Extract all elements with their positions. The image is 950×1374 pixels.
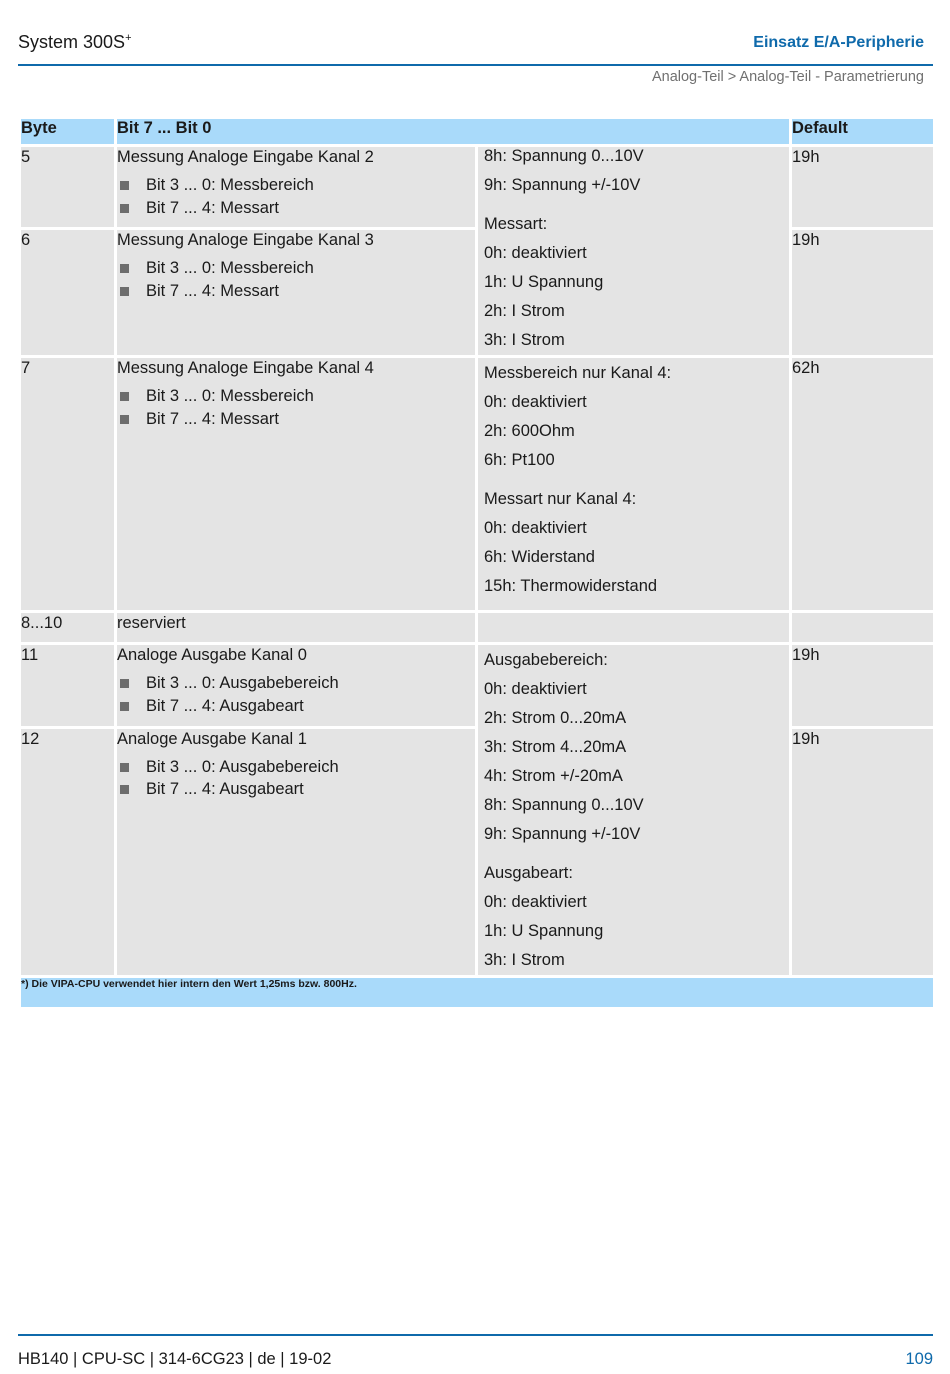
footnote-row — [20, 977, 935, 1009]
list-item — [117, 756, 475, 779]
square-bullet-icon — [120, 181, 129, 190]
value-heading: Ausgabeart: — [484, 864, 573, 882]
table-row — [20, 146, 935, 229]
description-cell — [116, 229, 477, 357]
list-item — [117, 257, 475, 280]
values-cell — [477, 357, 791, 612]
value-line: 1h: U Spannung — [484, 922, 604, 940]
default-value: 19h — [792, 231, 820, 250]
byte-cell — [20, 727, 116, 976]
row-description: Messung Analoge Eingabe Kanal 2 — [117, 148, 374, 166]
value-heading: Ausgabebereich: — [484, 651, 608, 669]
byte-value: 8...10 — [21, 614, 63, 632]
byte-cell — [20, 357, 116, 612]
default-value: 19h — [792, 148, 820, 166]
value-line: 9h: Spannung +/-10V — [484, 176, 641, 194]
list-item — [117, 778, 475, 801]
list-item — [117, 672, 475, 695]
value-heading: Messart nur Kanal 4: — [484, 490, 637, 508]
list-item-text: Bit 7 ... 4: Messart — [146, 281, 279, 300]
byte-cell — [20, 644, 116, 728]
default-cell — [791, 727, 935, 976]
byte-cell — [20, 229, 116, 357]
table-row — [20, 612, 935, 644]
square-bullet-icon — [120, 392, 129, 401]
default-value: 62h — [792, 359, 820, 377]
bullet-list — [117, 672, 475, 717]
column-header-bits: Bit 7 ... Bit 0 — [116, 118, 791, 146]
list-item-text: Bit 3 ... 0: Messbereich — [146, 387, 314, 405]
default-value: 19h — [792, 729, 820, 748]
list-item-text: Bit 3 ... 0: Ausgabebereich — [146, 757, 339, 776]
square-bullet-icon — [120, 763, 129, 772]
value-line: 9h: Spannung +/-10V — [484, 825, 641, 843]
document-reference: HB140 | CPU-SC | 314-6CG23 | de | 19-02 — [18, 1350, 332, 1368]
footer-divider — [18, 1334, 933, 1336]
default-cell — [791, 357, 935, 612]
byte-value: 5 — [21, 148, 31, 166]
list-item — [117, 408, 475, 431]
value-heading: Messart: — [484, 215, 548, 233]
value-line: 0h: deaktiviert — [484, 393, 587, 411]
value-line: 2h: Strom 0...20mA — [484, 709, 627, 727]
default-cell — [791, 146, 935, 229]
value-line: 3h: I Strom — [484, 951, 565, 969]
value-line: 0h: deaktiviert — [484, 519, 587, 537]
byte-cell — [20, 612, 116, 644]
value-line: 0h: deaktiviert — [484, 680, 587, 698]
page-number: 109 — [905, 1350, 933, 1368]
list-item-text: Bit 7 ... 4: Ausgabeart — [146, 780, 304, 799]
list-item-text: Bit 3 ... 0: Messbereich — [146, 259, 314, 278]
value-line: 6h: Widerstand — [484, 548, 595, 566]
value-line: 3h: Strom 4...20mA — [484, 738, 627, 756]
list-item — [117, 385, 475, 408]
square-bullet-icon — [120, 264, 129, 273]
parameter-table — [18, 116, 936, 1010]
default-cell — [791, 612, 935, 644]
value-line: 2h: I Strom — [484, 302, 565, 320]
description-cell — [116, 727, 477, 976]
system-superscript: + — [125, 32, 132, 44]
square-bullet-icon — [120, 415, 129, 424]
description-cell — [116, 146, 477, 229]
square-bullet-icon — [120, 702, 129, 711]
square-bullet-icon — [120, 679, 129, 688]
value-line: 4h: Strom +/-20mA — [484, 767, 623, 785]
description-cell — [116, 644, 477, 728]
value-heading: Messbereich nur Kanal 4: — [484, 364, 672, 382]
column-header-default: Default — [791, 118, 935, 146]
bullet-list — [117, 756, 475, 801]
breadcrumb: Analog-Teil > Analog-Teil - Parametrierung — [651, 69, 924, 85]
value-line: 8h: Spannung 0...10V — [484, 147, 644, 165]
header-divider — [18, 64, 933, 66]
bullet-list — [117, 174, 475, 219]
square-bullet-icon — [120, 287, 129, 296]
value-line: 15h: Thermowiderstand — [484, 577, 658, 595]
table-row — [20, 644, 935, 728]
document-system-title — [18, 32, 132, 53]
row-description: Messung Analoge Eingabe Kanal 4 — [117, 359, 374, 377]
byte-value: 7 — [21, 359, 31, 377]
value-line: 8h: Spannung 0...10V — [484, 796, 644, 814]
bullet-list — [117, 257, 475, 302]
description-cell — [116, 357, 477, 612]
table-header-row — [20, 118, 935, 146]
list-item-text: Bit 7 ... 4: Ausgabeart — [146, 696, 304, 715]
byte-value: 11 — [21, 646, 39, 664]
values-cell — [477, 146, 791, 357]
default-cell — [791, 229, 935, 357]
value-line: 1h: U Spannung — [484, 273, 604, 291]
default-value: 19h — [792, 646, 820, 664]
list-item — [117, 280, 475, 303]
row-description: reserviert — [117, 614, 186, 632]
value-line: 3h: I Strom — [484, 331, 565, 349]
byte-value: 6 — [21, 231, 31, 250]
section-title: Einsatz E/A-Peripherie — [753, 34, 924, 51]
byte-cell — [20, 146, 116, 229]
square-bullet-icon — [120, 204, 129, 213]
row-description: Analoge Ausgabe Kanal 0 — [117, 646, 307, 664]
bullet-list — [117, 385, 475, 430]
values-cell — [477, 612, 791, 644]
list-item-text: Bit 3 ... 0: Messbereich — [146, 176, 314, 194]
list-item-text: Bit 7 ... 4: Messart — [146, 198, 279, 217]
value-line: 0h: deaktiviert — [484, 244, 587, 262]
list-item-text: Bit 7 ... 4: Messart — [146, 409, 279, 428]
default-cell — [791, 644, 935, 728]
list-item — [117, 174, 475, 197]
square-bullet-icon — [120, 785, 129, 794]
system-name: System 300S — [18, 32, 126, 52]
footnote: *) Die VIPA-CPU verwendet hier intern den Wert 1,25ms bzw. 800Hz. — [20, 977, 935, 1009]
table-row — [20, 357, 935, 612]
description-cell — [116, 612, 477, 644]
column-header-byte: Byte — [20, 118, 116, 146]
value-line: 0h: deaktiviert — [484, 893, 587, 911]
value-line: 2h: 600Ohm — [484, 422, 575, 440]
list-item — [117, 197, 475, 220]
value-line: 6h: Pt100 — [484, 451, 555, 469]
list-item — [117, 695, 475, 718]
values-cell — [477, 644, 791, 977]
byte-value: 12 — [21, 729, 40, 748]
list-item-text: Bit 3 ... 0: Ausgabebereich — [146, 674, 339, 692]
row-description: Analoge Ausgabe Kanal 1 — [117, 729, 307, 748]
row-description: Messung Analoge Eingabe Kanal 3 — [117, 231, 374, 250]
